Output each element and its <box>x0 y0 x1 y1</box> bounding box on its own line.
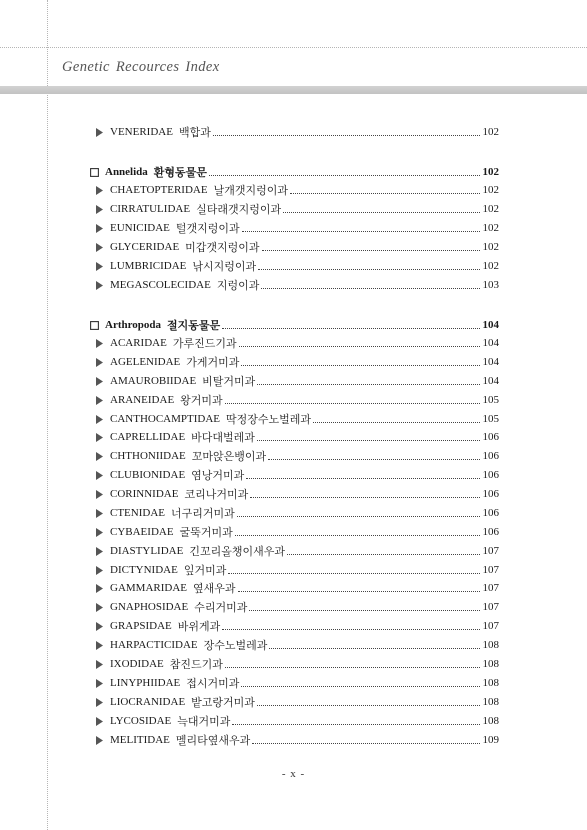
entry-page-number: 108 <box>482 677 499 689</box>
dot-leader <box>242 231 480 232</box>
entry-page-number: 107 <box>482 564 499 576</box>
entry-page-number: 105 <box>482 413 499 425</box>
entry-page-number: 106 <box>482 450 499 462</box>
dot-leader <box>225 667 480 668</box>
index-entry-family <box>95 674 499 692</box>
entry-latin-name: CORINNIDAE <box>110 488 179 500</box>
entry-korean-name: 환형동물문 <box>153 167 207 179</box>
index-entry-family <box>95 334 499 352</box>
index-entry-family <box>95 693 499 711</box>
entry-page-number: 102 <box>482 241 499 253</box>
entry-page-number: 105 <box>482 394 499 406</box>
entry-korean-name: 접시거미과 <box>186 678 240 690</box>
index-entry-family <box>95 257 499 275</box>
dot-leader <box>252 743 479 744</box>
entry-latin-name: CLUBIONIDAE <box>110 469 186 481</box>
triangle-bullet-icon <box>95 528 104 537</box>
index-entry-family <box>95 655 499 673</box>
entry-latin-name: MELITIDAE <box>110 734 170 746</box>
running-header-title: Genetic Recources Index <box>62 59 220 75</box>
entry-page-number: 109 <box>482 734 499 746</box>
triangle-bullet-icon <box>95 660 104 669</box>
triangle-bullet-icon <box>95 509 104 518</box>
entry-korean-name: 비탈거미과 <box>202 376 256 388</box>
entry-latin-name: GRAPSIDAE <box>110 620 172 632</box>
dot-leader <box>262 250 480 251</box>
index-entry-family <box>95 561 499 579</box>
entry-latin-name: HARPACTICIDAE <box>110 639 198 651</box>
dot-leader <box>238 591 480 592</box>
entry-page-number: 104 <box>482 319 499 331</box>
entry-page-number: 102 <box>482 203 499 215</box>
entry-page-number: 106 <box>482 507 499 519</box>
dot-leader <box>222 629 479 630</box>
entry-page-number: 102 <box>482 260 499 272</box>
entry-latin-name: LINYPHIIDAE <box>110 677 181 689</box>
entry-korean-name: 왕거미과 <box>180 395 223 407</box>
checkbox-square-icon <box>90 168 99 177</box>
entry-latin-name: Annelida <box>105 166 148 178</box>
entry-latin-name: MEGASCOLECIDAE <box>110 279 211 291</box>
triangle-bullet-icon <box>95 679 104 688</box>
dot-leader <box>261 288 479 289</box>
index-entry-family <box>95 636 499 654</box>
dot-leader <box>290 193 480 194</box>
entry-latin-name: ACARIDAE <box>110 337 167 349</box>
entry-latin-name: CHTHONIIDAE <box>110 450 186 462</box>
dot-leader <box>269 648 479 649</box>
triangle-bullet-icon <box>95 471 104 480</box>
dot-leader <box>283 212 479 213</box>
index-entry-phylum <box>90 316 499 334</box>
index-entry-family <box>95 542 499 560</box>
entry-korean-name: 밭고랑거미과 <box>191 697 255 709</box>
entry-page-number: 108 <box>482 696 499 708</box>
entry-page-number: 106 <box>482 488 499 500</box>
index-entry-family <box>95 579 499 597</box>
entry-latin-name: LYCOSIDAE <box>110 715 172 727</box>
dot-leader <box>250 497 479 498</box>
dot-leader <box>258 269 479 270</box>
index-entry-family <box>95 447 499 465</box>
dot-leader <box>222 328 479 329</box>
dot-leader <box>232 724 479 725</box>
entry-page-number: 104 <box>482 375 499 387</box>
triangle-bullet-icon <box>95 377 104 386</box>
entry-page-number: 103 <box>482 279 499 291</box>
triangle-bullet-icon <box>95 415 104 424</box>
entry-korean-name: 잎거미과 <box>183 565 227 577</box>
index-entry-family <box>95 504 499 522</box>
entry-page-number: 102 <box>482 184 499 196</box>
entry-page-number: 102 <box>482 126 499 138</box>
entry-korean-name: 털갯지렁이과 <box>175 223 240 235</box>
triangle-bullet-icon <box>95 243 104 252</box>
entry-korean-name: 날개갯지렁이과 <box>213 185 288 197</box>
entry-korean-name: 가게거미과 <box>186 357 240 369</box>
triangle-bullet-icon <box>95 736 104 745</box>
page-number: - x - <box>281 768 306 780</box>
index-entry-family <box>95 485 499 503</box>
entry-page-number: 102 <box>482 222 499 234</box>
entry-page-number: 106 <box>482 469 499 481</box>
entry-korean-name: 낚시지렁이과 <box>192 261 257 273</box>
triangle-bullet-icon <box>95 128 104 137</box>
triangle-bullet-icon <box>95 205 104 214</box>
entry-korean-name: 옆새우과 <box>193 583 236 595</box>
entry-latin-name: DIASTYLIDAE <box>110 545 184 557</box>
entry-latin-name: GNAPHOSIDAE <box>110 601 189 613</box>
entry-korean-name: 멜리타옆새우과 <box>175 735 251 747</box>
entry-korean-name: 백합과 <box>178 127 211 139</box>
index-entry-family <box>95 466 499 484</box>
dot-leader <box>235 535 480 536</box>
triangle-bullet-icon <box>95 717 104 726</box>
entry-korean-name: 절지동물문 <box>167 320 221 332</box>
entry-page-number: 108 <box>482 658 499 670</box>
index-entry-family <box>95 276 499 294</box>
dot-leader <box>249 610 479 611</box>
triangle-bullet-icon <box>95 224 104 233</box>
triangle-bullet-icon <box>95 584 104 593</box>
triangle-bullet-icon <box>95 622 104 631</box>
triangle-bullet-icon <box>95 547 104 556</box>
entry-korean-name: 참진드기과 <box>169 659 223 671</box>
dot-leader <box>313 422 479 423</box>
entry-korean-name: 가루진드기과 <box>172 338 237 350</box>
entry-latin-name: LIOCRANIDAE <box>110 696 186 708</box>
triangle-bullet-icon <box>95 339 104 348</box>
index-entry-family <box>95 731 499 749</box>
dot-leader <box>268 459 479 460</box>
index-entry-family <box>95 617 499 635</box>
index-entry-family <box>95 598 499 616</box>
index-entry-family <box>95 219 499 237</box>
index-entry-family <box>95 123 499 141</box>
entry-page-number: 108 <box>482 715 499 727</box>
entry-page-number: 108 <box>482 639 499 651</box>
entry-latin-name: CIRRATULIDAE <box>110 203 191 215</box>
triangle-bullet-icon <box>95 358 104 367</box>
entry-korean-name: 늑대거미과 <box>177 716 231 728</box>
index-entry-family <box>95 372 499 390</box>
entry-page-number: 107 <box>482 620 499 632</box>
entry-page-number: 107 <box>482 545 499 557</box>
index-entry-phylum <box>90 163 499 181</box>
dot-leader <box>246 478 479 479</box>
dot-leader <box>209 175 480 176</box>
entry-korean-name: 코리나거미과 <box>184 489 249 501</box>
entry-korean-name: 바위게과 <box>177 621 221 633</box>
triangle-bullet-icon <box>95 433 104 442</box>
triangle-bullet-icon <box>95 281 104 290</box>
dot-leader <box>228 573 479 574</box>
entry-latin-name: CYBAEIDAE <box>110 526 174 538</box>
entry-page-number: 104 <box>482 356 499 368</box>
triangle-bullet-icon <box>95 186 104 195</box>
entry-page-number: 106 <box>482 431 499 443</box>
index-entry-family <box>95 523 499 541</box>
entry-latin-name: CHAETOPTERIDAE <box>110 184 208 196</box>
dot-leader <box>237 516 480 517</box>
dot-leader <box>257 384 479 385</box>
index-entry-family <box>95 181 499 199</box>
entry-page-number: 107 <box>482 582 499 594</box>
dot-leader <box>257 705 480 706</box>
entry-page-number: 104 <box>482 337 499 349</box>
entry-latin-name: AMAUROBIIDAE <box>110 375 197 387</box>
index-entry-family <box>95 428 499 446</box>
entry-page-number: 107 <box>482 601 499 613</box>
entry-latin-name: IXODIDAE <box>110 658 164 670</box>
triangle-bullet-icon <box>95 566 104 575</box>
triangle-bullet-icon <box>95 641 104 650</box>
dot-leader <box>257 440 480 441</box>
entry-latin-name: CTENIDAE <box>110 507 165 519</box>
index-entry-family <box>95 353 499 371</box>
entry-korean-name: 장수노벌레과 <box>203 640 268 652</box>
entry-korean-name: 실타래갯지렁이과 <box>196 204 282 216</box>
entry-latin-name: DICTYNIDAE <box>110 564 178 576</box>
entry-latin-name: GAMMARIDAE <box>110 582 187 594</box>
entry-latin-name: AGELENIDAE <box>110 356 181 368</box>
index-entry-family <box>95 391 499 409</box>
entry-page-number: 106 <box>482 526 499 538</box>
triangle-bullet-icon <box>95 603 104 612</box>
index-entry-family <box>95 410 499 428</box>
entry-korean-name: 너구리거미과 <box>171 508 235 520</box>
entry-latin-name: VENERIDAE <box>110 126 173 138</box>
dot-leader <box>239 346 480 347</box>
entry-latin-name: EUNICIDAE <box>110 222 170 234</box>
entry-latin-name: CANTHOCAMPTIDAE <box>110 413 220 425</box>
entry-korean-name: 바다대벌레과 <box>191 432 255 444</box>
triangle-bullet-icon <box>95 396 104 405</box>
index-entry-family <box>95 238 499 256</box>
entry-korean-name: 지렁이과 <box>216 280 260 292</box>
entry-korean-name: 수리거미과 <box>194 602 248 614</box>
entry-latin-name: LUMBRICIDAE <box>110 260 187 272</box>
entry-korean-name: 염낭거미과 <box>191 470 245 482</box>
entry-korean-name: 딱정장수노벌레과 <box>226 414 312 426</box>
entry-korean-name: 꼬마앉은뱅이과 <box>191 451 267 463</box>
entry-latin-name: ARANEIDAE <box>110 394 175 406</box>
dot-leader <box>241 365 479 366</box>
entry-latin-name: CAPRELLIDAE <box>110 431 186 443</box>
dot-leader <box>213 135 480 136</box>
index-entry-family <box>95 712 499 730</box>
triangle-bullet-icon <box>95 262 104 271</box>
dot-leader <box>287 554 480 555</box>
entry-page-number: 102 <box>482 166 499 178</box>
dot-leader <box>241 686 479 687</box>
index-entry-family <box>95 200 499 218</box>
entry-latin-name: Arthropoda <box>105 319 162 331</box>
checkbox-square-icon <box>90 321 99 330</box>
dot-leader <box>225 403 480 404</box>
triangle-bullet-icon <box>95 452 104 461</box>
triangle-bullet-icon <box>95 490 104 499</box>
entry-korean-name: 굴뚝거미과 <box>179 527 233 539</box>
entry-korean-name: 미갑갯지렁이과 <box>185 242 260 254</box>
entry-latin-name: GLYCERIDAE <box>110 241 180 253</box>
entry-korean-name: 긴꼬리올챙이새우과 <box>189 546 285 558</box>
triangle-bullet-icon <box>95 698 104 707</box>
